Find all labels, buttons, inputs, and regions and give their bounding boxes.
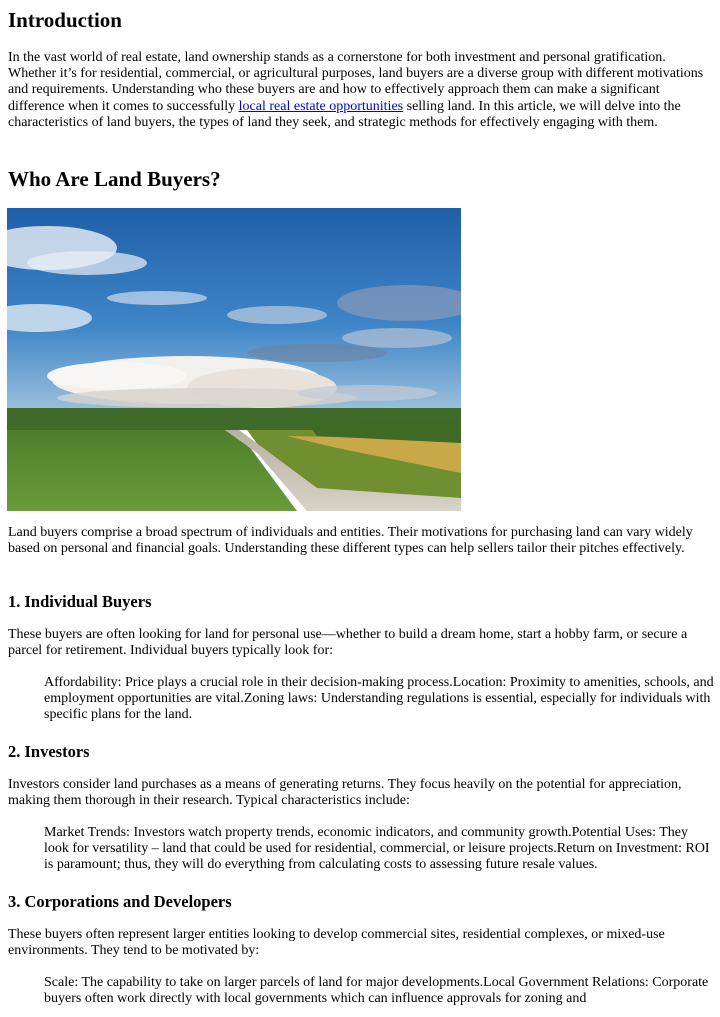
section-3-list: Scale: The capability to take on larger parcels of land for major developments.Local Government Relations: Corporate buyers often work directly with local governments which can influence approvals for zoning and (44, 975, 709, 1007)
intro-text-start: In the vast world of real estate, land ownership stands as a cornerstone for both investment and personal gratification. Whether it’s for residential, commercial, or agricultural purposes, land buyers are a diverse group with different motivations and requirements. Understanding who these buyers are and how to effectively approach them can make a significant difference when it comes to successfully (8, 50, 704, 114)
section-2-text: Investors consider land purchases as a means of generating returns. They focus heavily on the potential for appreciation, making them thorough in their research. Typical characteristics include: (8, 777, 682, 809)
section-2-heading: 2. Investors (8, 742, 90, 761)
intro-heading: Introduction (8, 8, 122, 32)
local-real-estate-link[interactable]: local real estate opportunities (238, 98, 404, 114)
who-heading: Who Are Land Buyers? (8, 167, 221, 191)
section-1-heading: 1. Individual Buyers (8, 592, 152, 611)
section-1-text: These buyers are often looking for land for personal use—whether to build a dream home, start a hobby farm, or secure a parcel for retirement. Individual buyers typically look for: (8, 627, 688, 659)
section-3-heading: 3. Corporations and Developers (8, 892, 232, 911)
section-3-text: These buyers often represent larger entities looking to develop commercial sites, residential complexes, or mixed-use environments. They tend to be motivated by: (8, 927, 665, 959)
landscape-photo (7, 208, 461, 511)
section-2-list: Market Trends: Investors watch property trends, economic indicators, and community growth.Potential Uses: They look for versatility – land that could be used for residential, commercial, or leisure projects.Return on Investment: ROI is paramount; thus, they will do everything from calculating costs to assessing future resale values. (44, 825, 710, 873)
section-1-list: Affordability: Price plays a crucial role in their decision-making process.Location: Proximity to amenities, schools, and employment opportunities are vital.Zoning laws: Understanding regulations is essential, especially for individuals with specific plans for the land. (44, 675, 714, 723)
who-paragraph: Land buyers comprise a broad spectrum of individuals and entities. Their motivations for purchasing land can vary widely based on personal and financial goals. Understanding these different types can help sellers tailor their pitches effectively. (8, 525, 693, 557)
intro-text-end: selling land. In this article, we will delve into the characteristics of land buyers, the types of land they seek, and strategic methods for effectively engaging with them. (8, 98, 681, 130)
intro-paragraph (8, 50, 714, 131)
